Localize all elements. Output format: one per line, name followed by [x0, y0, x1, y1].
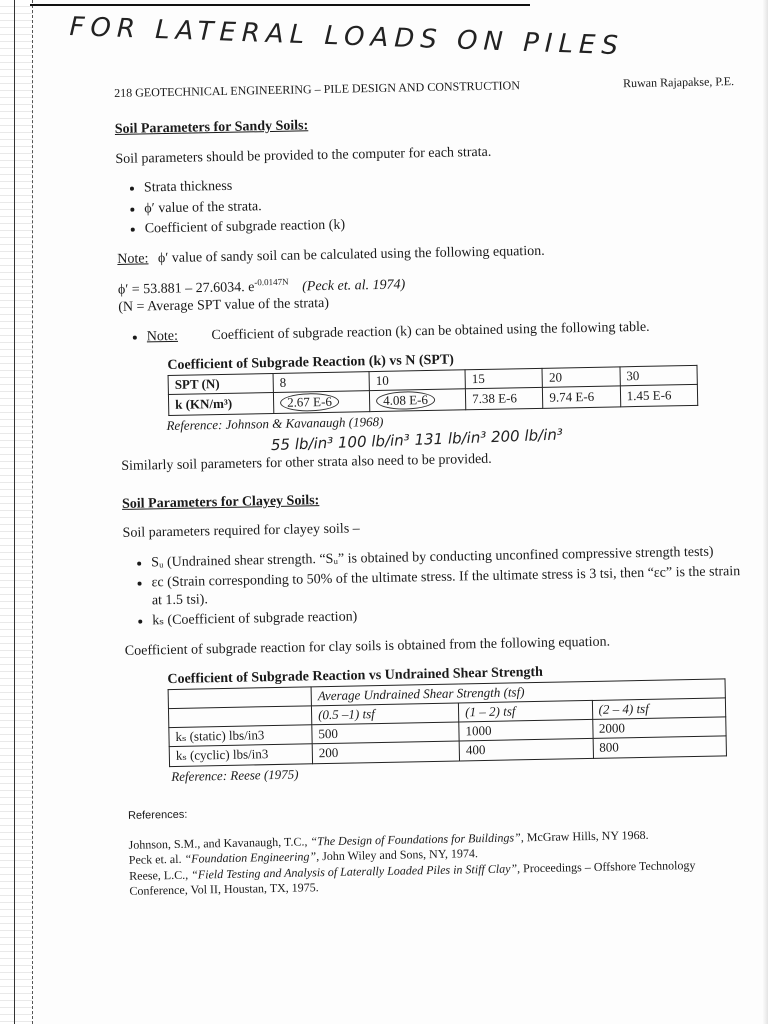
- table-cell: [273, 391, 369, 414]
- table-cell: 400: [459, 739, 593, 761]
- circled-value: 2.67 E-6: [280, 393, 339, 412]
- sandy-soils-heading: Soil Parameters for Sandy Soils:: [114, 118, 309, 137]
- handwritten-title: FOR LATERAL LOADS ON PILES: [68, 12, 625, 62]
- list-item: • ϕ′ value of the strata.: [144, 189, 736, 218]
- running-header: 218 GEOTECHNICAL ENGINEERING – PILE DESIGN AND CONSTRUCTION: [114, 78, 521, 100]
- table2-reference: Reference: Reese (1975): [171, 766, 299, 784]
- table-cell: 2000: [592, 717, 726, 739]
- table-cell: 20: [542, 367, 620, 388]
- table1-reference: Reference: Johnson & Kavanaugh (1968): [166, 414, 384, 434]
- table2-title: Coefficient of Subgrade Reaction vs Undrained Shear Strength: [167, 665, 544, 688]
- note-text: ϕ′ value of sandy soil can be calculated using the following equation.: [157, 243, 545, 266]
- table-cell: [369, 389, 465, 412]
- table-cell: 7.38 E-6: [465, 387, 543, 410]
- clayey-bullet-list: [123, 543, 744, 631]
- table-cell: 15: [465, 368, 543, 389]
- note-text: Coefficient of subgrade reaction (k) can be obtained using the following table.: [211, 319, 650, 343]
- references-title: References:: [127, 808, 188, 822]
- list-item: • Strata thickness: [144, 168, 736, 197]
- scan-shadow: [762, 0, 768, 1024]
- row-label: k (KN/m³): [168, 392, 273, 415]
- ref-post: , Proceedings – Offshore Technology Conference, Vol II, Houstan, TX, 1975.: [129, 857, 696, 899]
- table-cell: 9.74 E-6: [543, 386, 621, 409]
- sandy-bullet-list: [116, 168, 737, 238]
- table-cell: 8: [273, 371, 369, 392]
- table-cell: 800: [593, 736, 727, 758]
- ref-pre: Reese, L.C.,: [129, 867, 192, 883]
- table1-title: Coefficient of Subgrade Reaction (k) vs N (SPT): [167, 352, 455, 374]
- clayey-intro: Soil parameters required for clayey soils –: [122, 521, 360, 542]
- top-rule: [30, 4, 530, 6]
- equation-definition: (N = Average SPT value of the strata): [118, 296, 330, 316]
- binding-line: [14, 0, 15, 1024]
- ref-title: “The Design of Foundations for Buildings”: [310, 829, 521, 849]
- table-cell: 30: [620, 365, 698, 386]
- circled-value: 4.08 E-6: [376, 391, 435, 410]
- table-cell: 1000: [459, 720, 593, 742]
- page-header: [114, 74, 734, 101]
- column-header: (0.5 –1) tsf: [311, 703, 458, 725]
- ref-pre: Peck et. al.: [128, 852, 185, 868]
- sandy-intro: Soil parameters should be provided to the computer for each strata.: [115, 144, 492, 167]
- handwritten-annotation: 55 lb/in³ 100 lb/in³ 131 lb/in³ 200 lb/in³: [270, 425, 564, 455]
- list-item: • Coefficient of subgrade reaction (k): [145, 209, 737, 238]
- clayey-soils-heading: Soil Parameters for Clayey Soils:: [121, 492, 320, 512]
- row-label: kₛ (static) lbs/in3: [169, 725, 312, 747]
- group-header: Average Undrained Shear Strength (tsf): [311, 679, 725, 706]
- note-phi: [117, 239, 737, 268]
- ref-post: , McGraw Hills, NY 1968.: [520, 827, 649, 844]
- equation-exponent: -0.0147N: [254, 276, 289, 288]
- ref-title: “Foundation Engineering”: [184, 849, 317, 867]
- list-item: • kₛ (Coefficient of subgrade reaction): [152, 601, 744, 630]
- note2-list: [119, 317, 739, 346]
- table-cell: 10: [369, 369, 465, 390]
- row-label: SPT (N): [168, 373, 273, 394]
- table-cell: 500: [312, 722, 459, 744]
- ref-post: , John Wiley and Sons, NY, 1974.: [316, 846, 479, 864]
- table-cell: 200: [312, 741, 459, 763]
- page-binding-edge: [0, 0, 33, 1024]
- equation-citation: (Peck et. al. 1974): [302, 277, 406, 295]
- page-content: [114, 74, 750, 900]
- column-header: (1 – 2) tsf: [459, 700, 593, 722]
- note-label: Note:: [117, 250, 149, 267]
- clayey-outro: Coefficient of subgrade reaction for clay soils is obtained from the following equation.: [124, 634, 611, 659]
- list-item: • εc (Strain corresponding to 50% of the ultimate stress. If the ultimate stress is 3 tsi, then “εc” is the strain at 1.5 tsi).: [151, 563, 744, 609]
- table-cell: 1.45 E-6: [620, 384, 698, 407]
- author-name: Ruwan Rajapakse, P.E.: [622, 74, 735, 91]
- ref-pre: Johnson, S.M., and Kavanaugh, T.C.,: [128, 834, 311, 852]
- ref-title: “Field Testing and Analysis of Laterally Loaded Piles in Stiff Clay”: [191, 861, 518, 882]
- similarly-text: Similarly soil parameters for other strata also need to be provided.: [121, 451, 492, 475]
- list-item: [147, 317, 739, 346]
- row-label: kₛ (cyclic) lbs/in3: [169, 744, 312, 766]
- list-item: • Sᵤ (Undrained shear strength. “Sᵤ” is obtained by conducting unconfined compressive strength tests): [151, 543, 743, 572]
- note-label: Note:: [146, 328, 179, 345]
- equation-main: ϕ′ = 53.881 – 27.6034. e: [117, 279, 255, 298]
- subgrade-shear-table: [168, 678, 727, 767]
- column-header: (2 – 4) tsf: [592, 698, 726, 720]
